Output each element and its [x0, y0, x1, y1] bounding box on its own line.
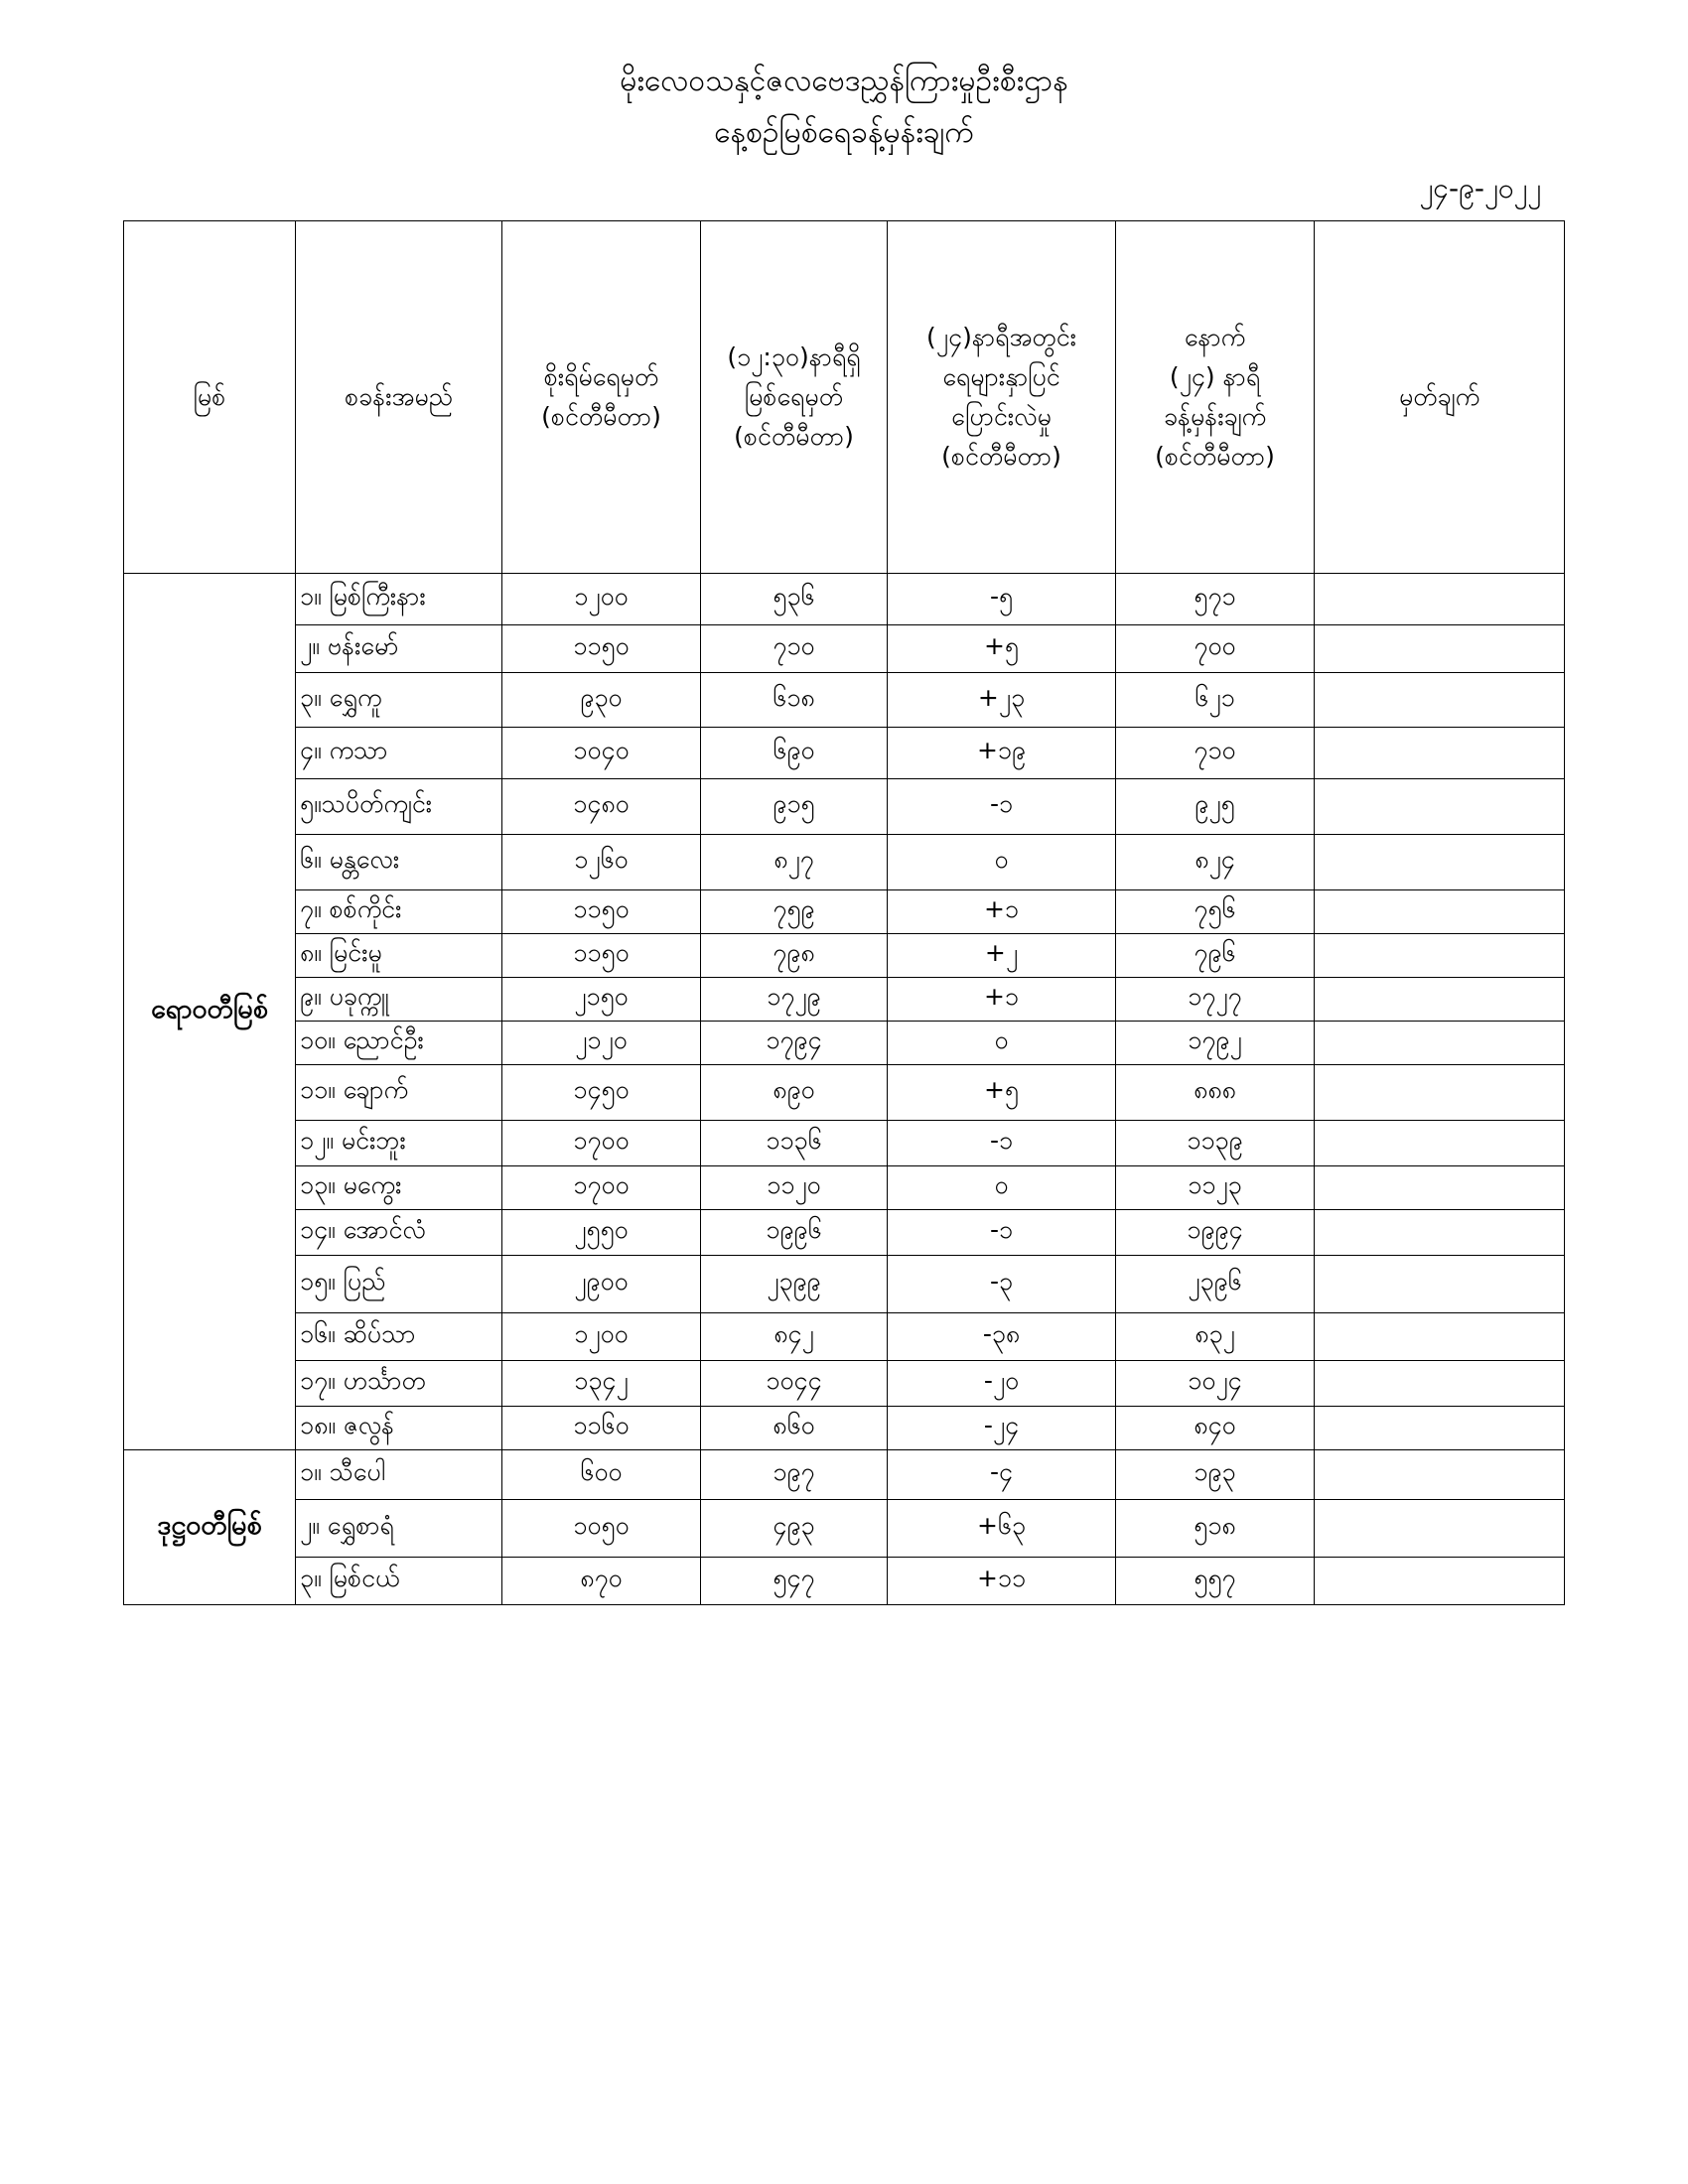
table-row: [124, 728, 1565, 779]
station-name: ၈။ မြင်းမူ: [296, 934, 502, 978]
column-header-line: (စင်တီမီတာ): [941, 442, 1061, 471]
current-level: ၈၉၀: [701, 1065, 888, 1121]
danger-level: ၁၄၈၀: [502, 779, 701, 835]
change-header: [888, 221, 1116, 574]
forecast-level: ၂၃၉၆: [1116, 1256, 1315, 1313]
column-header-line: (၂၄) နာရီ: [1169, 362, 1261, 391]
forecast-level: ၇၀၀: [1116, 625, 1315, 673]
forecast-level: ၇၁၀: [1116, 728, 1315, 779]
current-level: ၉၁၅: [701, 779, 888, 835]
table-header-row: [124, 221, 1565, 574]
table-row: [124, 1166, 1565, 1210]
column-header-line: (စင်တီမီတာ): [1155, 442, 1275, 471]
water-level-table: [123, 220, 1565, 1605]
column-header-line: ရေများနှာပြင်: [942, 362, 1060, 391]
forecast-level: ၇၉၆: [1116, 934, 1315, 978]
table-row: [124, 1022, 1565, 1065]
table-row: [124, 1450, 1565, 1500]
level-change: +၁: [888, 890, 1116, 934]
danger-level: ၁၁၆၀: [502, 1407, 701, 1450]
table-row: [124, 1121, 1565, 1166]
level-change: -၅: [888, 574, 1116, 625]
danger-level: ၁၁၅၀: [502, 890, 701, 934]
table-row: [124, 890, 1565, 934]
current-level: ၇၉၈: [701, 934, 888, 978]
station-name: ၃။ ရွှေကူ: [296, 673, 502, 728]
table-row: [124, 1313, 1565, 1361]
remark: [1315, 728, 1565, 779]
page-subtitle: နေ့စဉ်မြစ်ရေခန့်မှန်းချက်: [714, 115, 974, 150]
danger-level: ၁၂၆၀: [502, 835, 701, 890]
level-change: -၂၄: [888, 1407, 1116, 1450]
level-change: ၀: [888, 1022, 1116, 1065]
remark: [1315, 673, 1565, 728]
forecast-level: ၅၇၁: [1116, 574, 1315, 625]
remark: [1315, 1022, 1565, 1065]
current-level: ၁၉၉၆: [701, 1210, 888, 1256]
danger-level: ၈၇၀: [502, 1558, 701, 1605]
page-title: မိုးလေဝသနှင့်ဇလဗေဒညွှန်ကြားမှုဦးစီးဌာန: [620, 64, 1068, 98]
current-level: ၁၁၂၀: [701, 1166, 888, 1210]
danger-level: ၁၁၅၀: [502, 625, 701, 673]
station-name: ၇။ စစ်ကိုင်း: [296, 890, 502, 934]
remark: [1315, 934, 1565, 978]
station-name: ၁။ မြစ်ကြီးနား: [296, 574, 502, 625]
current-level: ၁၁၃၆: [701, 1121, 888, 1166]
danger-level: ၂၁၅၀: [502, 978, 701, 1022]
column-header-line: (စင်တီမီတာ): [541, 402, 661, 431]
column-header-line: (စင်တီမီတာ): [734, 422, 854, 451]
table-row: [124, 934, 1565, 978]
column-header-line: (၂၄)နာရီအတွင်း: [926, 323, 1076, 351]
station-header: [296, 221, 502, 574]
column-header-line: ပြောင်းလဲမှု: [951, 402, 1052, 431]
forecast-header: [1116, 221, 1315, 574]
current-level-header: [701, 221, 888, 574]
river-name: ရောဝတီမြစ်: [124, 574, 296, 1450]
table-row: [124, 779, 1565, 835]
station-name: ၁၁။ ချောက်: [296, 1065, 502, 1121]
level-change: ၀: [888, 835, 1116, 890]
danger-level: ၁၁၅၀: [502, 934, 701, 978]
remark: [1315, 1407, 1565, 1450]
remark: [1315, 978, 1565, 1022]
remark: [1315, 779, 1565, 835]
table-row: [124, 1407, 1565, 1450]
remark: [1315, 1450, 1565, 1500]
remark: [1315, 1210, 1565, 1256]
station-name: ၄။ ကသာ: [296, 728, 502, 779]
level-change: -၄: [888, 1450, 1116, 1500]
level-change: +၂: [888, 934, 1116, 978]
forecast-level: ၅၅၇: [1116, 1558, 1315, 1605]
remark: [1315, 574, 1565, 625]
remark: [1315, 835, 1565, 890]
column-header-line: မှတ်ချက်: [1398, 382, 1480, 411]
level-change: -၁: [888, 779, 1116, 835]
level-change: +၁: [888, 978, 1116, 1022]
table-row: [124, 625, 1565, 673]
station-name: ၁၂။ မင်းဘူး: [296, 1121, 502, 1166]
remark: [1315, 1065, 1565, 1121]
station-name: ၁၃။ မကွေး: [296, 1166, 502, 1210]
level-change: +၁၉: [888, 728, 1116, 779]
table-row: [124, 978, 1565, 1022]
current-level: ၅၃၆: [701, 574, 888, 625]
current-level: ၄၉၃: [701, 1500, 888, 1558]
current-level: ၈၂၇: [701, 835, 888, 890]
column-header-line: နောက်: [1184, 323, 1246, 351]
station-name: ၆။ မန္တလေး: [296, 835, 502, 890]
station-name: ၁၅။ ပြည်: [296, 1256, 502, 1313]
level-change: -၃: [888, 1256, 1116, 1313]
level-change: +၅: [888, 1065, 1116, 1121]
current-level: ၈၄၂: [701, 1313, 888, 1361]
station-name: ၂။ ရွှေစာရံ: [296, 1500, 502, 1558]
danger-level: ၆၀၀: [502, 1450, 701, 1500]
current-level: ၂၃၉၉: [701, 1256, 888, 1313]
danger-level: ၁၂၀၀: [502, 1313, 701, 1361]
level-change: +၂၃: [888, 673, 1116, 728]
forecast-level: ၁၇၉၂: [1116, 1022, 1315, 1065]
table-row: [124, 574, 1565, 625]
river-name: ဒုဋ္ဌဝတီမြစ်: [124, 1450, 296, 1605]
level-change: +၅: [888, 625, 1116, 673]
station-name: ၉။ ပခုက္ကူ: [296, 978, 502, 1022]
danger-level: ၂၅၅၀: [502, 1210, 701, 1256]
table-row: [124, 1256, 1565, 1313]
current-level: ၆၁၈: [701, 673, 888, 728]
forecast-level: ၈၃၂: [1116, 1313, 1315, 1361]
table-row: [124, 835, 1565, 890]
level-change: +၆၃: [888, 1500, 1116, 1558]
danger-level: ၁၄၅၀: [502, 1065, 701, 1121]
remark: [1315, 1256, 1565, 1313]
forecast-level: ၈၈၈: [1116, 1065, 1315, 1121]
table-row: [124, 1558, 1565, 1605]
current-level: ၈၆၀: [701, 1407, 888, 1450]
remark: [1315, 1500, 1565, 1558]
forecast-level: ၁၇၂၇: [1116, 978, 1315, 1022]
table-row: [124, 1065, 1565, 1121]
current-level: ၇၁၀: [701, 625, 888, 673]
column-header-line: စိုးရိမ်ရေမှတ်: [543, 362, 659, 391]
forecast-level: ၆၂၁: [1116, 673, 1315, 728]
current-level: ၁၉၇: [701, 1450, 888, 1500]
forecast-level: ၇၅၆: [1116, 890, 1315, 934]
forecast-level: ၁၁၃၉: [1116, 1121, 1315, 1166]
remark: [1315, 1166, 1565, 1210]
table-row: [124, 673, 1565, 728]
current-level: ၇၅၉: [701, 890, 888, 934]
river-header: [124, 221, 296, 574]
level-change: -၃၈: [888, 1313, 1116, 1361]
column-header-line: မြစ်ရေမှတ်: [744, 382, 844, 411]
column-header-line: (၁၂:၃၀)နာရီရှိ: [727, 342, 861, 371]
station-name: ၁။ သီပေါ: [296, 1450, 502, 1500]
current-level: ၁၀၄၄: [701, 1361, 888, 1407]
danger-level: ၁၇၀၀: [502, 1166, 701, 1210]
station-name: ၅။သပိတ်ကျင်း: [296, 779, 502, 835]
table-body: [124, 574, 1565, 1605]
current-level: ၁၇၂၉: [701, 978, 888, 1022]
station-name: ၁၄။ အောင်လံ: [296, 1210, 502, 1256]
forecast-level: ၈၄၀: [1116, 1407, 1315, 1450]
level-change: ၀: [888, 1166, 1116, 1210]
current-level: ၅၄၇: [701, 1558, 888, 1605]
station-name: ၁၆။ ဆိပ်သာ: [296, 1313, 502, 1361]
danger-level: ၁၇၀၀: [502, 1121, 701, 1166]
column-header-line: စခန်းအမည်: [345, 382, 453, 411]
forecast-level: ၁၀၂၄: [1116, 1361, 1315, 1407]
station-name: ၁၀။ ညောင်ဦး: [296, 1022, 502, 1065]
forecast-level: ၁၉၉၄: [1116, 1210, 1315, 1256]
table-row: [124, 1210, 1565, 1256]
remark-header: [1315, 221, 1565, 574]
danger-level: ၉၃၀: [502, 673, 701, 728]
column-header-line: ခန့်မှန်းချက်: [1163, 402, 1267, 431]
level-change: -၂၀: [888, 1361, 1116, 1407]
station-name: ၃။ မြစ်ငယ်: [296, 1558, 502, 1605]
forecast-level: ၈၂၄: [1116, 835, 1315, 890]
station-name: ၂။ ဗန်းမော်: [296, 625, 502, 673]
station-name: ၁၈။ ဇလွန်: [296, 1407, 502, 1450]
forecast-level: ၉၂၅: [1116, 779, 1315, 835]
current-level: ၆၉၀: [701, 728, 888, 779]
remark: [1315, 890, 1565, 934]
forecast-level: ၅၁၈: [1116, 1500, 1315, 1558]
remark: [1315, 1361, 1565, 1407]
level-change: -၁: [888, 1121, 1116, 1166]
report-date: ၂၄-၉-၂၀၂၂: [1419, 172, 1541, 205]
danger-level: ၁၀၅၀: [502, 1500, 701, 1558]
danger-level: ၁၂၀၀: [502, 574, 701, 625]
table-row: [124, 1500, 1565, 1558]
forecast-level: ၁၉၃: [1116, 1450, 1315, 1500]
table-row: [124, 1361, 1565, 1407]
forecast-level: ၁၁၂၃: [1116, 1166, 1315, 1210]
danger-level: ၁၀၄၀: [502, 728, 701, 779]
current-level: ၁၇၉၄: [701, 1022, 888, 1065]
danger-level-header: [502, 221, 701, 574]
level-change: -၁: [888, 1210, 1116, 1256]
remark: [1315, 1121, 1565, 1166]
level-change: +၁၁: [888, 1558, 1116, 1605]
remark: [1315, 1313, 1565, 1361]
remark: [1315, 1558, 1565, 1605]
column-header-line: မြစ်: [193, 382, 226, 411]
station-name: ၁၇။ ဟင်္သာတ: [296, 1361, 502, 1407]
remark: [1315, 625, 1565, 673]
danger-level: ၁၃၄၂: [502, 1361, 701, 1407]
danger-level: ၂၁၂၀: [502, 1022, 701, 1065]
danger-level: ၂၉၀၀: [502, 1256, 701, 1313]
